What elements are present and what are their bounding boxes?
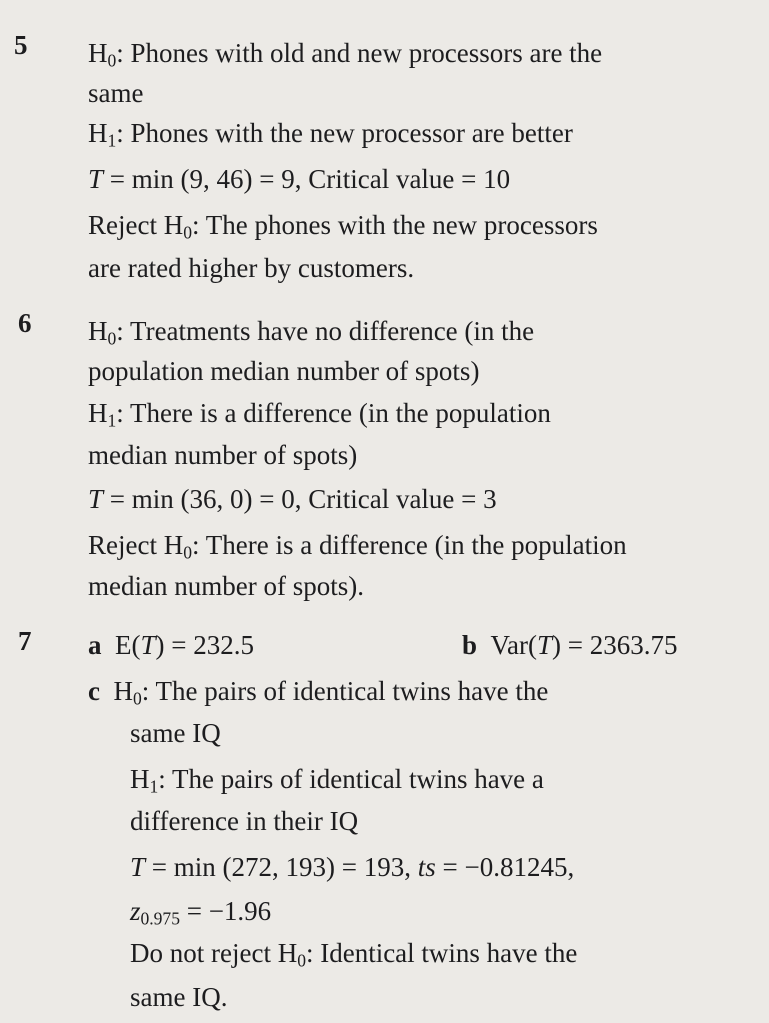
q6-h0-line: $H_0$: Treatments have no difference (in the — [88, 316, 535, 349]
q5-h0-cont: same — [88, 78, 144, 108]
q6-reject-line: Reject $H_0$: There is a difference (in the population — [88, 530, 627, 563]
q6-h1-cont: median number of spots) — [88, 440, 358, 470]
q5-test-statistic: T = min (9, 46) = 9, Critical value = 10 — [88, 164, 511, 194]
q6-h0-cont: population median number of spots) — [88, 356, 480, 386]
q7-h1-line: $H_1$: The pairs of identical twins have a — [130, 764, 544, 797]
q7-h0-cont: same IQ — [130, 718, 221, 748]
q5-h1-line: $H_1$: Phones with the new processor are better — [88, 118, 573, 151]
q5-reject-line: Reject $H_0$: The phones with the new processors — [88, 210, 598, 243]
q7-part-a: a E(T) = 232.5 — [88, 630, 254, 660]
q7-part-b: b Var(T) = 2363.75 — [462, 630, 678, 660]
q6-reject-cont: median number of spots). — [88, 571, 364, 601]
question-number-6: 6 — [18, 308, 32, 338]
q6-h1-line: $H_1$: There is a difference (in the population — [88, 398, 551, 431]
question-number-7: 7 — [18, 626, 32, 656]
q7-critical-z: $z_{0.975} = -1.96$ — [130, 896, 272, 929]
q5-reject-cont: are rated higher by customers. — [88, 253, 415, 283]
question-number-5: 5 — [14, 30, 28, 60]
q7-conclusion-cont: same IQ. — [130, 982, 228, 1012]
q7-part-c-h0: c $H_0$: The pairs of identical twins have the — [88, 676, 549, 709]
q7-conclusion-line: Do not reject $H_0$: Identical twins have the — [130, 938, 578, 971]
q7-test-statistic: T = min (272, 193) = 193, ts = −0.81245, — [130, 852, 575, 882]
q6-test-statistic: T = min (36, 0) = 0, Critical value = 3 — [88, 484, 497, 514]
q5-h0-line: $H_0$: Phones with old and new processors are the — [88, 38, 603, 71]
q7-h1-cont: difference in their IQ — [130, 806, 359, 836]
